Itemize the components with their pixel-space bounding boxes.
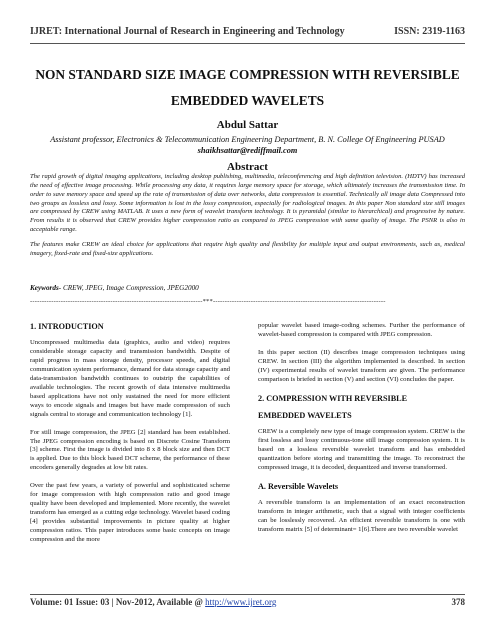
page-number: 378 bbox=[451, 597, 465, 607]
right-column bbox=[258, 322, 465, 544]
footer-rule bbox=[30, 594, 465, 595]
subsection-paragraph: A reversible transform is an implementation of an exact reconstruction transform in integer arithmetic, such that a signal with integer coefficients can be losslessly recovered. An efficient reversible transform is one with transform matrix [5] of determinant= 1[6].There are two reversible wavelet bbox=[258, 499, 465, 534]
author-affiliation bbox=[30, 134, 465, 156]
intro-paragraph-2: For still image compression, the JPEG [2] standard has been established. The JPEG compression encoding is based on Discrete Cosine Transform [3] scheme. First the image is divided into 8 x 8 block size and then DCT is applied. Due to this block based DCT scheme, the performance of these encoders generally degrades at low bit rates. bbox=[30, 428, 230, 472]
section-2-paragraph: CREW is a completely new type of image compression system. CREW is the first lossless and lossy continuous-tone still image compression system. It is based on a lossless reversible wavelet transform and has embedded quantization before storing and transmitting the image. To reconstruct the compressed image, it is decoded, dequantized and inverse transformed. bbox=[258, 427, 465, 471]
journal-name: IJRET: International Journal of Research in Engineering and Technology bbox=[30, 26, 345, 37]
abstract-heading: Abstract bbox=[227, 161, 268, 173]
footer-volume-text: Volume: 01 Issue: 03 | Nov-2012, Available @ bbox=[30, 597, 206, 607]
keywords-text: - CREW, JPEG, Image Compression, JPEG2000 bbox=[58, 284, 199, 292]
author-email: shaikhsattar@rediffmail.com bbox=[197, 146, 298, 155]
affiliation-text: Assistant professor, Electronics & Telecommunication Engineering Department, B. N. College Of Engineering PUSAD bbox=[50, 135, 445, 144]
title-line-2: EMBEDDED WAVELETS bbox=[170, 93, 325, 108]
abstract-paragraph-2: The features make CREW an ideal choice for applications that require high quality and flexibility for multiple input and output environments, such as, medical imagery, fixed-rate and fixed-size applications. bbox=[30, 241, 465, 257]
intro-paragraph-4: popular wavelet based image-coding schemes. Further the performance of wavelet-based compression is compared with JPEG compression. bbox=[258, 322, 465, 338]
section-separator: -------------------------------------------------------------------------***------------------------------------------------------------------------- bbox=[30, 298, 386, 305]
paper-title bbox=[30, 62, 465, 114]
intro-heading: 1. INTRODUCTION bbox=[30, 322, 104, 331]
intro-paragraph-1: Uncompressed multimedia data (graphics, audio and video) requires considerable storage capacity and transmission bandwidth. Despite of rapid progress in mass storage density, processor speeds, and digital communication system performance, demand for data storage capacity and data-transmission bandwidth continues to outstrip the capabilities of available technologies. The recent growth of data intensive multimedia based applications have not only sustained the need for more efficient ways to encode signals and images but have made compression of such signals central to storage and communication technology [1]. bbox=[30, 339, 230, 418]
author-name: Abdul Sattar bbox=[216, 119, 279, 131]
left-column bbox=[30, 322, 230, 554]
keywords-label: Keywords bbox=[30, 284, 59, 292]
section-2-heading-line-1: 2. COMPRESSION WITH REVERSIBLE bbox=[258, 393, 408, 403]
subsection-heading: A. Reversible Wavelets bbox=[258, 482, 339, 492]
keywords bbox=[30, 284, 465, 292]
running-header bbox=[30, 26, 465, 40]
section-2-heading-line-2: EMBEDDED WAVELETS bbox=[258, 410, 352, 420]
abstract-paragraph-1: The rapid growth of digital imaging applications, including desktop publishing, multimedia, teleconferencing and high definition television. (HDTV) has increased the need of effective image processing. While processing any data, it requires large memory space for storage, which ultimately increases the transmission time. In order to save memory space and speed up the rate of transmission of data over networks, data compression is essential. Technically all image data Compressed into two groups as lossless and lossy. Some information is lost in the lossy compression, especially for radiological images. In this paper Non standard size still images are compressed by CREW using MATLAB. It uses a new form of wavelet transform technology. It is pyramidal (similar to hierarchical) and progressive by nature. From results it is observed that CREW provides higher compression ratio as compared to JPEG compression with same quality of image. The PSNR is also in acceptable range. bbox=[30, 173, 465, 234]
header-rule bbox=[30, 43, 465, 44]
title-line-1: NON STANDARD SIZE IMAGE COMPRESSION WITH REVERSIBLE bbox=[35, 67, 460, 82]
issn: ISSN: 2319-1163 bbox=[394, 26, 465, 37]
journal-url-link[interactable]: http://www.ijret.org bbox=[205, 597, 277, 607]
intro-paragraph-5: In this paper section (II) describes image compression techniques using CREW. In section (III) the algorithm implemented is described. In section (IV) experimental results of wavelet transform are given. The performance comparison is briefed in section (V) and section (VI) concludes the paper. bbox=[258, 348, 465, 383]
footer-volume bbox=[30, 597, 276, 607]
intro-paragraph-3: Over the past few years, a variety of powerful and sophisticated scheme for image compression with high compression ratio and good image quality have been developed and implemented. More recently, the wavelet transform has emerged as a cutting edge technology. Wavelet based coding [4] provides substantial improvements in picture quality at higher compression ratios. This paper introduces some basic concepts on image compression and the more bbox=[30, 482, 230, 544]
page-footer bbox=[30, 597, 465, 611]
